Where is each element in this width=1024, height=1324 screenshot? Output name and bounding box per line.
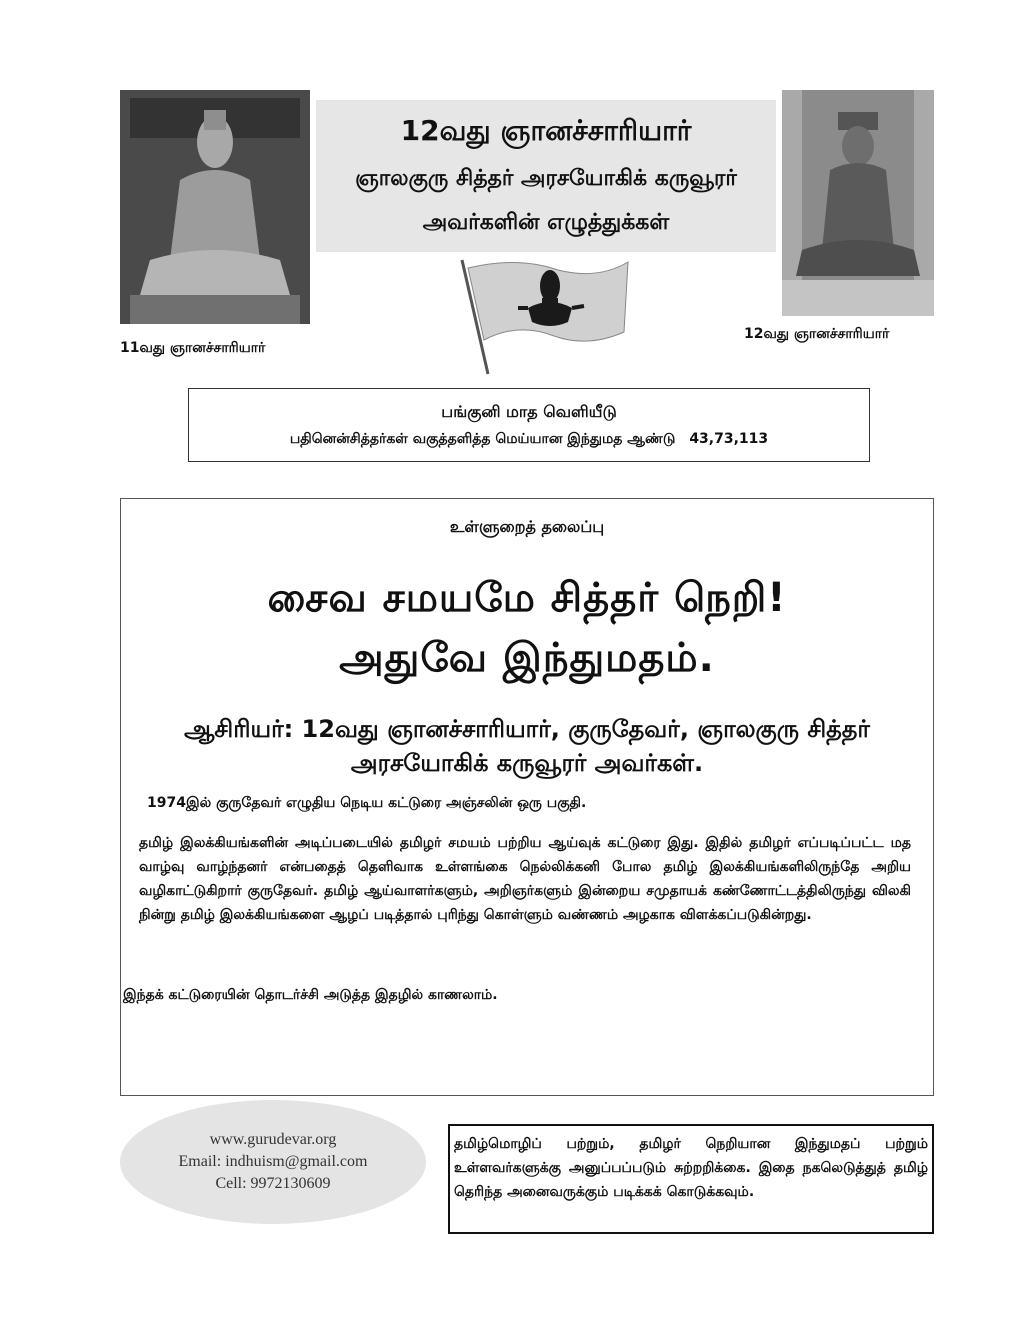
article-box — [120, 498, 934, 1096]
photo-12th-gnanacharya — [782, 90, 934, 316]
release-info-box — [188, 388, 870, 462]
caption-left-photo: 11வது ஞானச்சாரியார் — [120, 340, 266, 356]
article-continuation: இந்தக் கட்டுரையின் தொடர்ச்சி அடுத்த இதழில் காணலாம். — [123, 987, 498, 1003]
contact-cell: Cell: 9972130609 — [215, 1175, 331, 1192]
header-title-line1: 12வது ஞானச்சாரியார் — [400, 113, 692, 147]
photo-11th-gnanacharya — [120, 90, 310, 324]
release-year-label: பதினென்சித்தர்கள் வகுத்தளித்த மெய்யான இந்துமத ஆண்டு — [289, 430, 676, 447]
release-year-line — [290, 431, 768, 449]
lingam-flag-icon — [458, 256, 634, 376]
header-title-band — [316, 100, 776, 252]
circular-notice-box — [448, 1124, 934, 1234]
circular-notice-text: தமிழ்மொழிப் பற்றும், தமிழர் நெறியான இந்துமதப் பற்றும் உள்ளவர்களுக்கு அனுப்பப்படும் சுற்றறிக்கை. இதை நகலெடுத்துத் தமிழ் தெரிந்த அனைவருக்கும் படிக்கக் கொடுக்கவும். — [454, 1136, 928, 1200]
article-paragraph: தமிழ் இலக்கியங்களின் அடிப்படையில் தமிழர் சமயம் பற்றிய ஆய்வுக் கட்டுரை இது. இதில் தமிழர் எப்படிப்பட்ட மத வாழ்வு வாழ்ந்தனர் என்பதைத் தெளிவாக உள்ளங்கை நெல்லிக்கனி போல தமிழ் இலக்கியங்களிலிருந்தே அறிய வழிகாட்டுகிறார் குருதேவர். தமிழ் ஆய்வாளர்களும், அறிஞர்களும் இன்றைய சமுதாயக் கண்ணோட்டத்திலிருந்து விலகி நின்று தமிழ் இலக்கியங்களை ஆழப் படித்தால் புரிந்து கொள்ளும் வண்ணம் அழகாக விளக்கப்படுகின்றது. — [139, 835, 911, 923]
release-month: பங்குனி மாத வெளியீடு — [441, 401, 617, 421]
statue-illustration — [120, 90, 310, 324]
author-line1: ஆசிரியர்: 12வது ஞானச்சாரியார், குருதேவர், ஞாலகுரு சித்தர் — [184, 715, 870, 743]
contact-oval — [120, 1100, 426, 1224]
article-intro: 1974இல் குருதேவர் எழுதிய நெடிய கட்டுரை அஞ்சலின் ஒரு பகுதி. — [147, 795, 587, 811]
contact-email[interactable]: Email: indhuism@gmail.com — [178, 1153, 368, 1170]
flag-emblem — [458, 256, 634, 376]
section-label: உள்ளுறைத் தலைப்பு — [449, 517, 605, 536]
release-year-number: 43,73,113 — [689, 430, 769, 447]
yogi-illustration — [782, 90, 934, 316]
headline-line1: சைவ சமயமே சித்தர் நெறி! — [267, 575, 787, 621]
author-line2: அரசயோகிக் கருவூரர் அவர்கள். — [350, 749, 704, 777]
header-title-line2: ஞாலகுரு சித்தர் அரசயோகிக் கருவூரர் — [355, 166, 737, 192]
headline-line2: அதுவே இந்துமதம். — [339, 635, 715, 681]
header-title-line3: அவர்களின் எழுத்துக்கள் — [422, 210, 670, 236]
caption-right-photo: 12வது ஞானச்சாரியார் — [744, 326, 890, 342]
contact-website[interactable]: www.gurudevar.org — [209, 1131, 337, 1148]
